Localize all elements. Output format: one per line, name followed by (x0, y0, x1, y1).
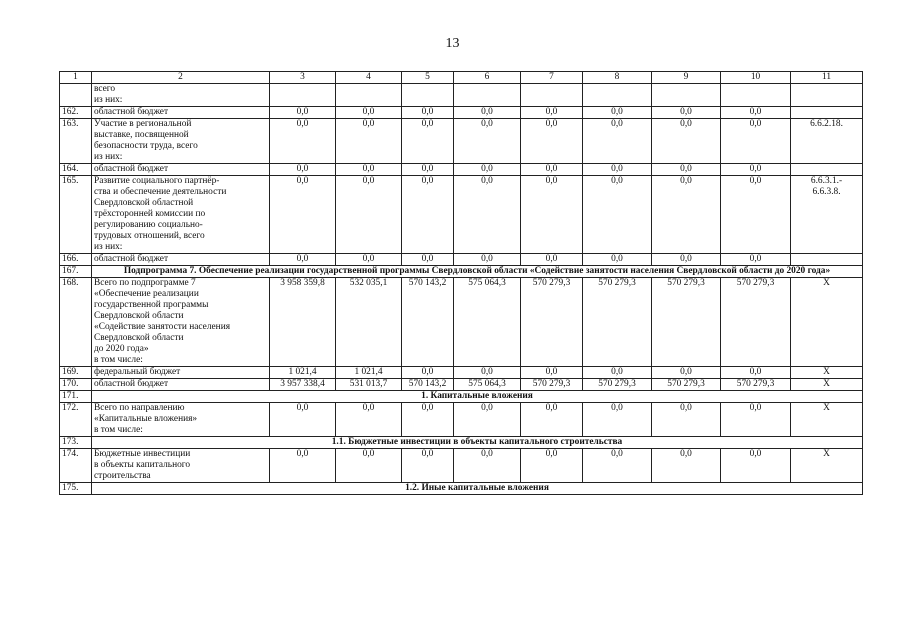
description-line: «Содействие занятости населения (94, 322, 231, 332)
reference-line: X (823, 449, 830, 459)
value-cell: 0,0 (336, 107, 402, 119)
header-cell: 11 (791, 72, 863, 84)
value-cell: 570 143,2 (402, 379, 454, 391)
value-cell: 0,0 (402, 403, 454, 437)
header-cell: 6 (454, 72, 521, 84)
value-cell: 0,0 (454, 107, 521, 119)
description-line: областной бюджет (94, 164, 169, 174)
description-line: в объекты капитального (94, 460, 191, 470)
value-cell: 0,0 (521, 164, 583, 176)
description-line: Бюджетные инвестиции (94, 449, 191, 459)
value-cell: 0,0 (583, 254, 652, 266)
table-row (60, 483, 863, 495)
value-cell: 570 279,3 (583, 278, 652, 367)
description-line: федеральный бюджет (94, 367, 181, 377)
description-line: Свердловской областной (94, 198, 194, 208)
value-cell: 570 143,2 (402, 278, 454, 367)
header-cell: 1 (60, 72, 92, 84)
value-cell: 570 279,3 (521, 278, 583, 367)
reference-line: X (823, 403, 830, 413)
value-cell: 575 064,3 (454, 278, 521, 367)
row-description (92, 176, 270, 254)
table-row (60, 437, 863, 449)
reference-cell (791, 164, 863, 176)
header-cell: 5 (402, 72, 454, 84)
reference-cell (791, 84, 863, 107)
value-cell: 0,0 (402, 254, 454, 266)
value-cell: 0,0 (652, 449, 721, 483)
value-cell: 0,0 (652, 164, 721, 176)
value-cell: 0,0 (402, 119, 454, 164)
table-row (60, 266, 863, 278)
reference-cell (791, 119, 863, 164)
value-cell: 0,0 (402, 164, 454, 176)
value-cell (652, 84, 721, 107)
header-cell: 9 (652, 72, 721, 84)
row-description (92, 449, 270, 483)
reference-cell (791, 379, 863, 391)
table-row (60, 119, 863, 164)
table-row (60, 391, 863, 403)
value-cell: 0,0 (652, 403, 721, 437)
description-line: Участие в региональной (94, 119, 192, 129)
value-cell: 0,0 (721, 403, 791, 437)
description-line: государственной программы (94, 300, 209, 310)
value-cell: 0,0 (454, 367, 521, 379)
row-description (92, 278, 270, 367)
row-number: 174. (60, 449, 92, 483)
row-number: 173. (60, 437, 92, 449)
header-cell: 7 (521, 72, 583, 84)
table-row (60, 278, 863, 367)
row-number: 172. (60, 403, 92, 437)
value-cell: 0,0 (270, 176, 336, 254)
value-cell: 0,0 (721, 449, 791, 483)
value-cell: 0,0 (721, 164, 791, 176)
value-cell: 0,0 (336, 403, 402, 437)
value-cell: 0,0 (583, 119, 652, 164)
value-cell: 1 021,4 (270, 367, 336, 379)
row-description (92, 367, 270, 379)
value-cell: 570 279,3 (583, 379, 652, 391)
row-number: 170. (60, 379, 92, 391)
value-cell: 0,0 (583, 176, 652, 254)
reference-line: X (823, 367, 830, 377)
table-row (60, 254, 863, 266)
description-line: из них: (94, 95, 123, 105)
value-cell: 0,0 (402, 449, 454, 483)
value-cell: 3 958 359,8 (270, 278, 336, 367)
table-row (60, 84, 863, 107)
row-description (92, 164, 270, 176)
description-line: Всего по подпрограмме 7 (94, 278, 196, 288)
section-heading: 1. Капитальные вложения (92, 391, 863, 403)
value-cell: 0,0 (270, 403, 336, 437)
row-number: 171. (60, 391, 92, 403)
row-description (92, 119, 270, 164)
value-cell: 0,0 (652, 107, 721, 119)
value-cell: 0,0 (454, 119, 521, 164)
row-description (92, 107, 270, 119)
reference-cell (791, 278, 863, 367)
row-number: 167. (60, 266, 92, 278)
value-cell: 0,0 (521, 254, 583, 266)
description-line: Развитие социального партнёр- (94, 176, 220, 186)
description-line: «Обеспечение реализации (94, 289, 199, 299)
value-cell: 0,0 (454, 176, 521, 254)
description-line: Всего по направлению (94, 403, 185, 413)
description-line: регулированию социально- (94, 220, 203, 230)
value-cell: 0,0 (721, 119, 791, 164)
table-row (60, 176, 863, 254)
row-number: 163. (60, 119, 92, 164)
value-cell: 0,0 (721, 367, 791, 379)
row-description (92, 84, 270, 107)
reference-line: 6.6.2.18. (810, 119, 843, 129)
description-line: в том числе: (94, 425, 143, 435)
description-line: трудовых отношений, всего (94, 231, 205, 241)
description-line: трёхсторонней комиссии по (94, 209, 206, 219)
value-cell: 0,0 (521, 403, 583, 437)
table-row (60, 164, 863, 176)
value-cell: 0,0 (583, 449, 652, 483)
row-description (92, 379, 270, 391)
value-cell: 0,0 (270, 449, 336, 483)
value-cell (583, 84, 652, 107)
header-cell: 8 (583, 72, 652, 84)
value-cell: 0,0 (454, 164, 521, 176)
value-cell: 0,0 (652, 254, 721, 266)
section-heading: 1.1. Бюджетные инвестиции в объекты капитального строительства (92, 437, 863, 449)
description-line: строительства (94, 471, 151, 481)
table-row (60, 367, 863, 379)
row-number: 165. (60, 176, 92, 254)
value-cell: 0,0 (454, 449, 521, 483)
value-cell: 0,0 (721, 176, 791, 254)
value-cell: 0,0 (402, 176, 454, 254)
value-cell: 0,0 (270, 164, 336, 176)
row-number: 166. (60, 254, 92, 266)
value-cell: 0,0 (583, 164, 652, 176)
value-cell: 0,0 (270, 107, 336, 119)
value-cell: 570 279,3 (652, 379, 721, 391)
value-cell: 0,0 (583, 107, 652, 119)
row-number (60, 84, 92, 107)
description-line: областной бюджет (94, 107, 169, 117)
value-cell: 0,0 (521, 449, 583, 483)
value-cell: 0,0 (721, 254, 791, 266)
value-cell: 532 035,1 (336, 278, 402, 367)
budget-table (59, 71, 863, 495)
value-cell: 0,0 (521, 176, 583, 254)
description-line: областной бюджет (94, 379, 169, 389)
description-line: из них: (94, 152, 123, 162)
table-row (60, 107, 863, 119)
value-cell (521, 84, 583, 107)
description-line: безопасности труда, всего (94, 141, 198, 151)
reference-line: 6.6.3.1.- (810, 176, 843, 186)
value-cell: 0,0 (454, 403, 521, 437)
reference-cell (791, 107, 863, 119)
header-cell: 3 (270, 72, 336, 84)
table-row (60, 379, 863, 391)
description-line: из них: (94, 242, 123, 252)
value-cell: 0,0 (402, 107, 454, 119)
table-row (60, 403, 863, 437)
reference-line: X (823, 379, 830, 389)
value-cell: 0,0 (652, 119, 721, 164)
reference-cell (791, 254, 863, 266)
value-cell: 570 279,3 (521, 379, 583, 391)
value-cell: 0,0 (336, 449, 402, 483)
header-cell: 2 (92, 72, 270, 84)
reference-cell (791, 367, 863, 379)
reference-line: X (823, 278, 830, 288)
value-cell: 0,0 (652, 176, 721, 254)
value-cell: 0,0 (652, 367, 721, 379)
value-cell: 0,0 (521, 119, 583, 164)
description-line: выставке, посвященной (94, 130, 189, 140)
section-heading: Подпрограмма 7. Обеспечение реализации государственной программы Свердловской области «Содействие занятости населения Свердловской области до 2020 года» (92, 266, 863, 278)
header-row (60, 72, 863, 84)
value-cell: 0,0 (402, 367, 454, 379)
description-line: до 2020 года» (94, 344, 149, 354)
value-cell: 0,0 (270, 119, 336, 164)
description-line: всего (94, 84, 116, 94)
value-cell (402, 84, 454, 107)
value-cell: 531 013,7 (336, 379, 402, 391)
value-cell: 0,0 (336, 176, 402, 254)
row-number: 175. (60, 483, 92, 495)
description-line: областной бюджет (94, 254, 169, 264)
value-cell (454, 84, 521, 107)
value-cell: 0,0 (336, 164, 402, 176)
value-cell: 1 021,4 (336, 367, 402, 379)
value-cell (721, 84, 791, 107)
row-number: 162. (60, 107, 92, 119)
value-cell: 575 064,3 (454, 379, 521, 391)
description-line: Свердловской области (94, 311, 184, 321)
header-cell: 4 (336, 72, 402, 84)
header-cell: 10 (721, 72, 791, 84)
value-cell: 570 279,3 (652, 278, 721, 367)
description-line: «Капитальные вложения» (94, 414, 198, 424)
description-line: Свердловской области (94, 333, 184, 343)
description-line: ства и обеспечение деятельности (94, 187, 227, 197)
reference-cell (791, 449, 863, 483)
value-cell: 0,0 (454, 254, 521, 266)
value-cell: 0,0 (336, 119, 402, 164)
value-cell: 570 279,3 (721, 278, 791, 367)
value-cell: 0,0 (521, 107, 583, 119)
row-number: 169. (60, 367, 92, 379)
value-cell: 0,0 (336, 254, 402, 266)
value-cell: 0,0 (583, 403, 652, 437)
page-number: 13 (445, 36, 460, 51)
row-number: 164. (60, 164, 92, 176)
reference-line: 6.6.3.8. (812, 187, 841, 197)
value-cell: 0,0 (521, 367, 583, 379)
section-heading: 1.2. Иные капитальные вложения (92, 483, 863, 495)
row-description (92, 403, 270, 437)
reference-cell (791, 403, 863, 437)
value-cell: 0,0 (583, 367, 652, 379)
description-line: в том числе: (94, 355, 143, 365)
value-cell (270, 84, 336, 107)
reference-cell (791, 176, 863, 254)
value-cell: 3 957 338,4 (270, 379, 336, 391)
row-number: 168. (60, 278, 92, 367)
value-cell (336, 84, 402, 107)
value-cell: 0,0 (721, 107, 791, 119)
row-description (92, 254, 270, 266)
value-cell: 570 279,3 (721, 379, 791, 391)
table-row (60, 449, 863, 483)
value-cell: 0,0 (270, 254, 336, 266)
